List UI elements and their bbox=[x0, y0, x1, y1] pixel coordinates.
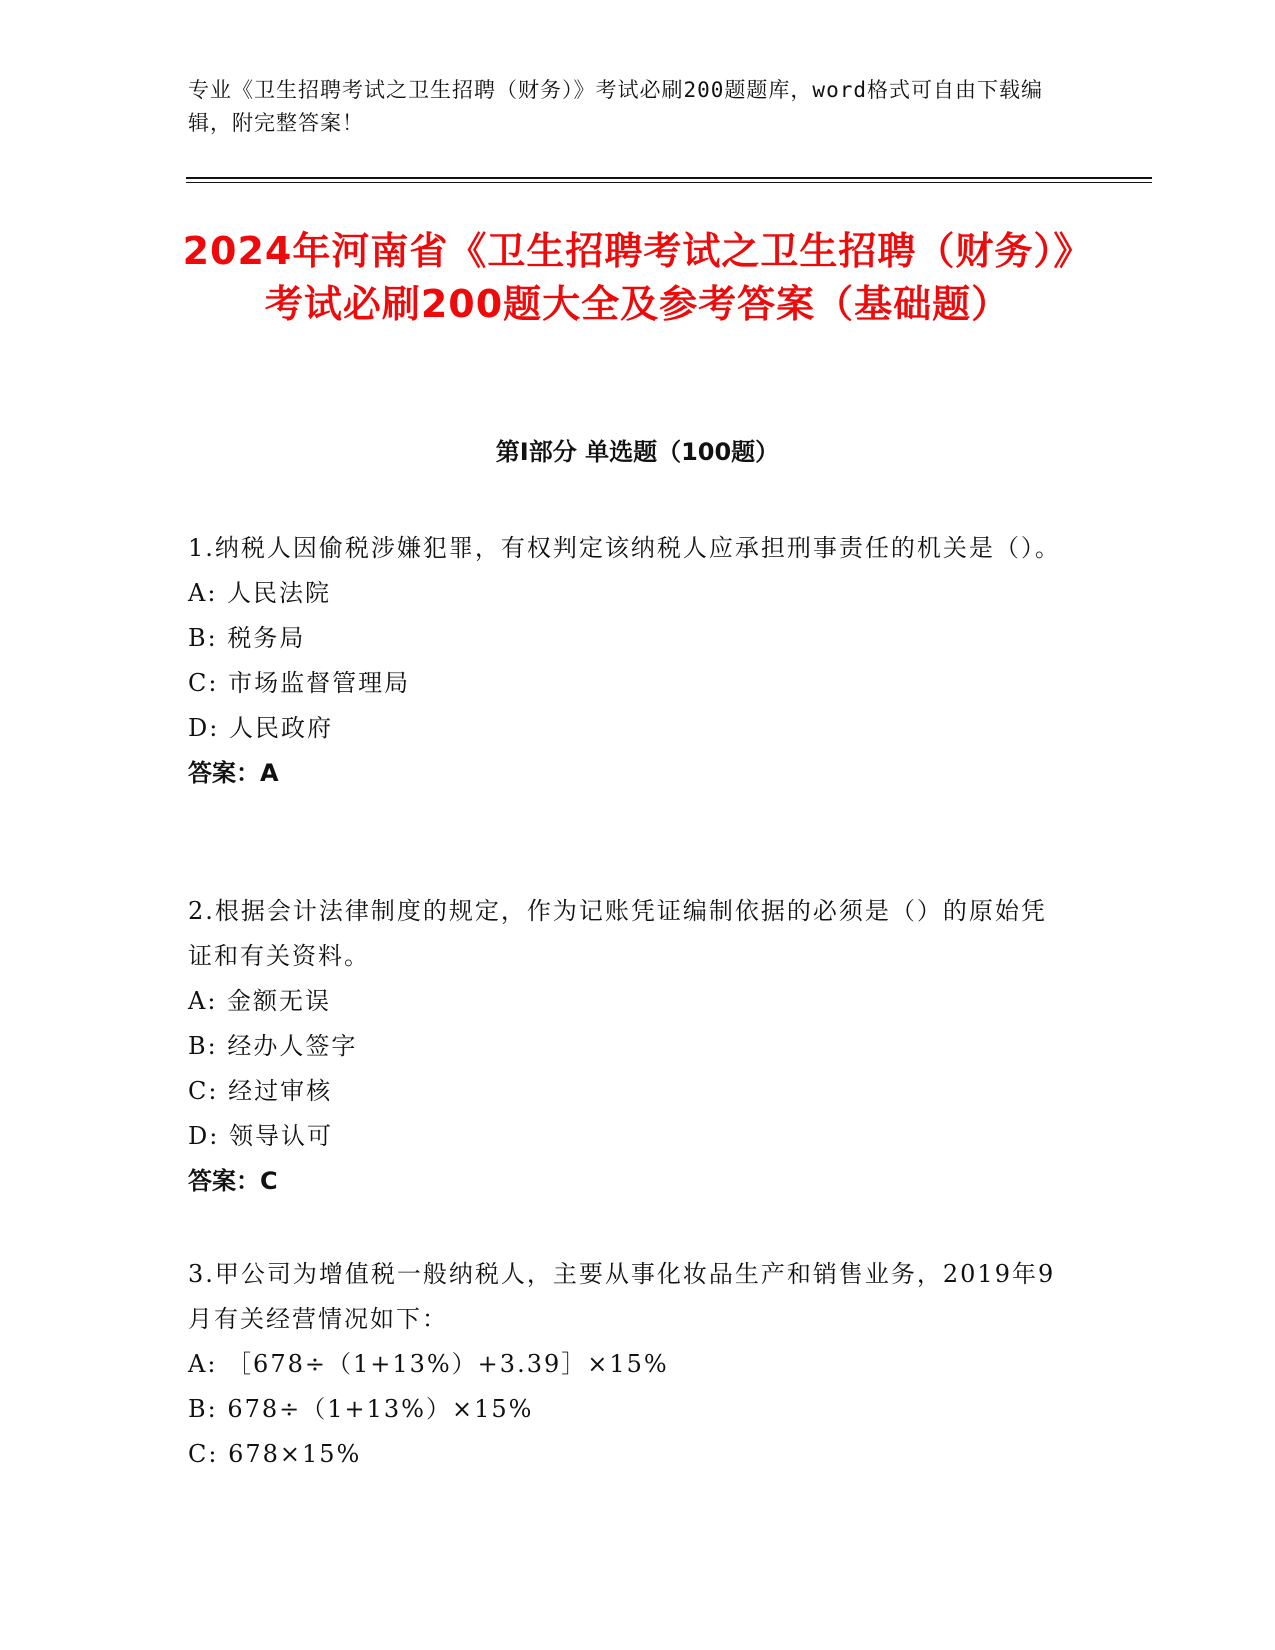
answer: 答案：A bbox=[188, 759, 279, 787]
option-a: A: ［678÷（1+13%）+3.39］×15% bbox=[188, 1350, 669, 1378]
option-d: D: 领导认可 bbox=[188, 1122, 333, 1150]
header-rule-thin bbox=[186, 182, 1152, 183]
option-c: C: 678×15% bbox=[188, 1440, 362, 1468]
section-title: 第Ⅰ部分 单选题（100题） bbox=[495, 438, 780, 466]
question-1 bbox=[188, 526, 1068, 796]
header-rule-thick bbox=[186, 177, 1152, 179]
question-3 bbox=[188, 1252, 1068, 1477]
option-c: C: 市场监督管理局 bbox=[188, 669, 411, 697]
option-b: B: 税务局 bbox=[188, 624, 306, 652]
option-b: B: 经办人签字 bbox=[188, 1032, 358, 1060]
option-d: D: 人民政府 bbox=[188, 714, 333, 742]
option-a: A: 人民法院 bbox=[188, 579, 332, 607]
question-stem: 3.甲公司为增值税一般纳税人，主要从事化妆品生产和销售业务，2019年9月有关经营情况如下： bbox=[188, 1260, 1056, 1333]
question-2 bbox=[188, 889, 1068, 1204]
option-a: A: 金额无误 bbox=[188, 987, 332, 1015]
answer: 答案：C bbox=[188, 1167, 278, 1195]
option-b: B: 678÷（1+13%）×15% bbox=[188, 1395, 534, 1423]
question-stem: 1.纳税人因偷税涉嫌犯罪，有权判定该纳税人应承担刑事责任的机关是（）。 bbox=[188, 534, 1061, 562]
document-title: 2024年河南省《卫生招聘考试之卫生招聘（财务）》考试必刷200题大全及参考答案（基础题） bbox=[182, 229, 1093, 326]
header-note: 专业《卫生招聘考试之卫生招聘（财务）》考试必刷200题题库，word格式可自由下载编辑，附完整答案！ bbox=[188, 78, 1043, 135]
option-c: C: 经过审核 bbox=[188, 1077, 333, 1105]
question-stem: 2.根据会计法律制度的规定，作为记账凭证编制依据的必须是（）的原始凭证和有关资料。 bbox=[188, 897, 1047, 970]
